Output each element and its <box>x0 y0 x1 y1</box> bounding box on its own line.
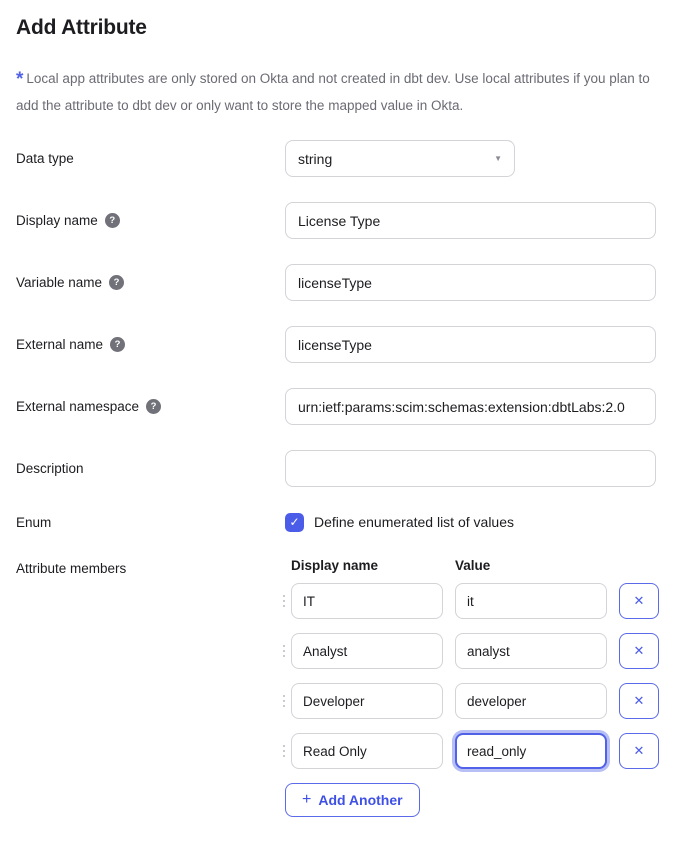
members-col-display-name: Display name <box>291 558 379 573</box>
members-header <box>277 558 659 573</box>
close-icon: ✕ <box>633 693 645 708</box>
help-icon[interactable]: ? <box>105 213 120 228</box>
member-value-input-focused[interactable] <box>455 733 607 769</box>
attribute-members-section <box>16 558 662 817</box>
enum-label: Enum <box>16 514 52 530</box>
external-namespace-label: External namespace ? <box>16 399 285 414</box>
asterisk-icon: * <box>16 69 24 90</box>
form-row-enum <box>16 512 662 532</box>
member-value-input[interactable] <box>455 683 607 719</box>
local-attribute-note <box>16 65 664 119</box>
form-row-variable-name <box>16 264 662 301</box>
drag-handle-icon[interactable] <box>277 695 291 708</box>
drag-handle-icon[interactable] <box>277 745 291 758</box>
enum-checkbox[interactable] <box>285 513 304 532</box>
member-row <box>277 583 659 619</box>
attribute-members-editor <box>277 558 659 817</box>
data-type-label: Data type <box>16 151 74 166</box>
add-another-button[interactable] <box>285 783 420 817</box>
external-name-input[interactable] <box>285 326 656 363</box>
member-value-input[interactable] <box>455 583 607 619</box>
member-display-name-input[interactable] <box>291 633 443 669</box>
page-title: Add Attribute <box>16 16 147 39</box>
remove-member-button[interactable] <box>619 683 659 719</box>
attribute-members-label: Attribute members <box>16 561 127 576</box>
member-value-input[interactable] <box>455 633 607 669</box>
remove-member-button[interactable] <box>619 633 659 669</box>
help-icon[interactable]: ? <box>109 275 124 290</box>
data-type-select[interactable] <box>285 140 515 177</box>
member-display-name-input[interactable] <box>291 733 443 769</box>
variable-name-label: Variable name ? <box>16 275 285 290</box>
member-display-name-input[interactable] <box>291 583 443 619</box>
external-name-label: External name ? <box>16 337 285 352</box>
chevron-down-icon: ▼ <box>494 154 502 163</box>
remove-member-button[interactable] <box>619 733 659 769</box>
help-icon[interactable]: ? <box>146 399 161 414</box>
form-row-data-type <box>16 140 662 177</box>
variable-name-input[interactable] <box>285 264 656 301</box>
member-row <box>277 683 659 719</box>
description-input[interactable] <box>285 450 656 487</box>
close-icon: ✕ <box>633 593 645 608</box>
attribute-form <box>16 140 662 817</box>
plus-icon: + <box>302 791 312 808</box>
form-row-external-namespace <box>16 388 662 425</box>
data-type-selected-value: string <box>298 150 333 167</box>
note-text: Local app attributes are only stored on Okta and not created in dbt dev. Use local attributes if you plan to add the attribute to dbt dev or only want to store the mapped value in Okta. <box>16 71 650 113</box>
members-col-value: Value <box>455 558 491 573</box>
member-row <box>277 633 659 669</box>
form-row-description <box>16 450 662 487</box>
form-row-display-name <box>16 202 662 239</box>
form-row-external-name <box>16 326 662 363</box>
close-icon: ✕ <box>633 643 645 658</box>
description-label: Description <box>16 461 84 476</box>
member-display-name-input[interactable] <box>291 683 443 719</box>
drag-handle-icon[interactable] <box>277 645 291 658</box>
external-namespace-input[interactable] <box>285 388 656 425</box>
close-icon: ✕ <box>633 743 645 758</box>
drag-handle-icon[interactable] <box>277 595 291 608</box>
add-another-label: Add Another <box>318 792 403 808</box>
member-row <box>277 733 659 769</box>
display-name-input[interactable] <box>285 202 656 239</box>
enum-checkbox-label: Define enumerated list of values <box>314 514 514 530</box>
remove-member-button[interactable] <box>619 583 659 619</box>
help-icon[interactable]: ? <box>110 337 125 352</box>
check-icon: ✓ <box>289 515 300 529</box>
display-name-label: Display name ? <box>16 213 285 228</box>
